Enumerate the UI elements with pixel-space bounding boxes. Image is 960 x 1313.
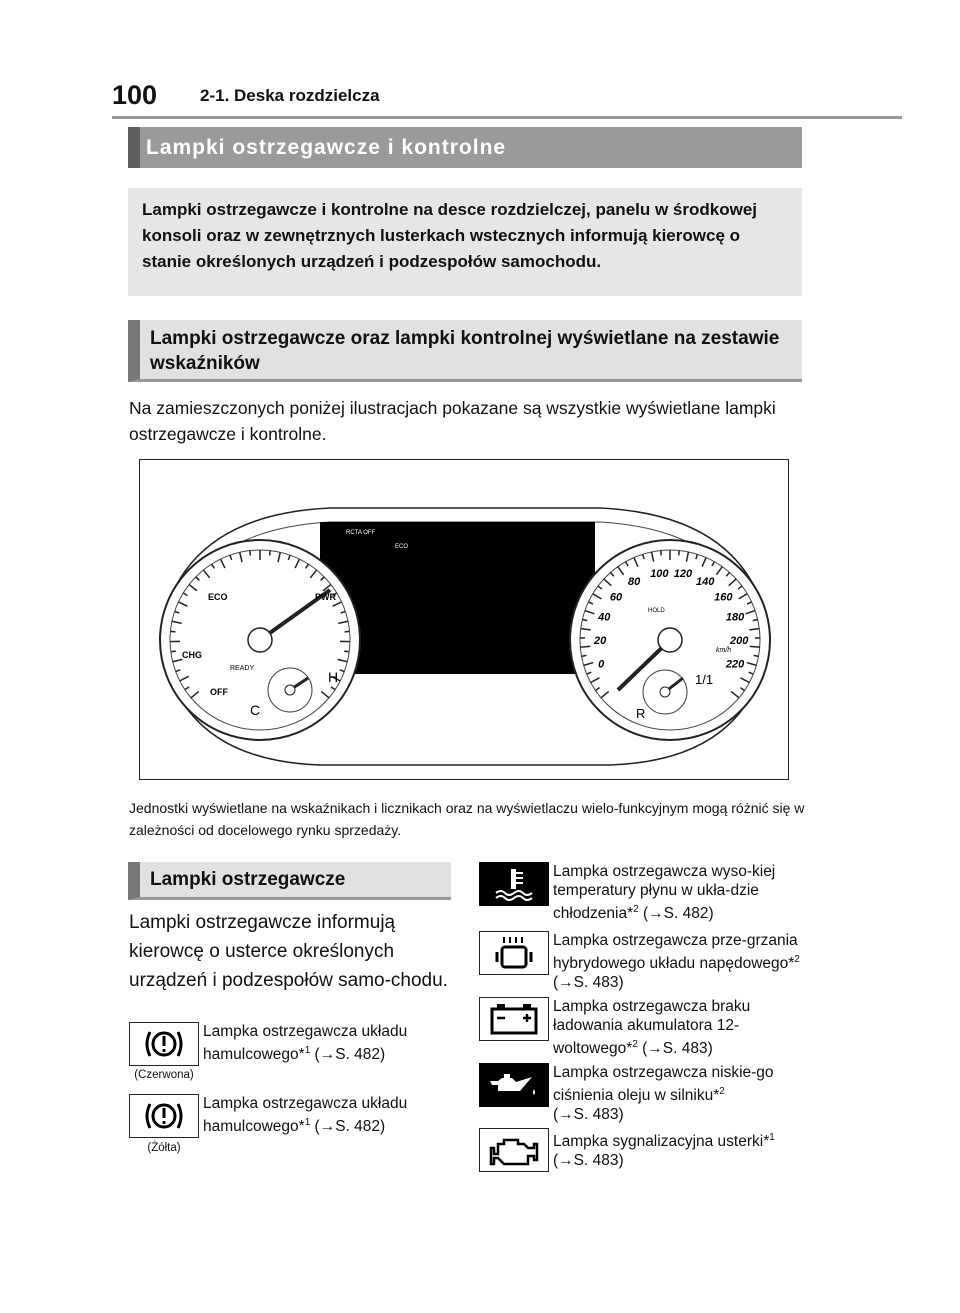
warning-lead: Lampki ostrzegawcze informują kierowcę o usterce określonych urządzeń i podzespołów samo-chodu. <box>129 912 448 991</box>
speed-tick-label: 60 <box>609 591 623 604</box>
screen-eco-label: ECO <box>395 544 409 550</box>
gauge-tick <box>661 550 662 555</box>
battery-charge-text: Lampka ostrzegawcza braku ładowania akumulatora 12-woltowego*$^2$ (→S. 483) <box>553 998 751 1058</box>
fuel-full-label: 1/1 <box>695 672 714 687</box>
figure-caption: Jednostki wyświetlane na wskaźnikach i licznikach oraz na wyświetlaczu wielo-funkcyjnym mogą różnić się w zależności od docelowego rynku sprzedaży. <box>129 800 805 838</box>
hybrid-overheat-icon <box>479 931 549 975</box>
gauge-tick <box>581 655 586 656</box>
speed-tick-label: 100 <box>650 568 669 581</box>
brake-yellow-caption: (Żółta) <box>147 1142 181 1154</box>
hybrid-overheat-text: Lampka ostrzegawcza prze-grzania hybrydowego układu napędowego*$^2$ (→S. 483) <box>553 932 800 992</box>
oil-pressure-text: Lampka ostrzegawcza niskie-go ciśnienia oleju w silniku*$^2$ (→S. 483) <box>553 1064 774 1124</box>
speed-tick-label: 40 <box>598 611 611 624</box>
pwr-label: PWR <box>315 592 336 602</box>
brake-warning-icon-red <box>129 1022 199 1066</box>
speed-tick-label: 180 <box>725 611 745 624</box>
fuel-empty-label: R <box>636 706 646 721</box>
off-label: OFF <box>210 687 228 697</box>
speed-tick-label: 220 <box>725 658 745 671</box>
gauge-tick <box>679 550 680 555</box>
check-engine-text: Lampka sygnalizacyjna usterki*$^1$ (→S. 483) <box>553 1132 775 1170</box>
speed-tick-label: 140 <box>696 576 715 589</box>
instrument-cluster-figure <box>139 459 789 780</box>
header-rule <box>112 116 902 119</box>
coolant-temp-text: Lampka ostrzegawcza wyso-kiej temperatury płynu w ukła-dzie chłodzenia*$^2$ (→S. 482) <box>553 863 776 923</box>
brake-red-caption: (Czerwona) <box>134 1069 194 1081</box>
gauge-tick <box>754 655 759 656</box>
gauge-tick <box>580 646 590 647</box>
page-number: 100 <box>112 80 158 110</box>
battery-charge-icon <box>479 997 549 1041</box>
ready-label: READY <box>230 665 255 672</box>
temp-hot-label: H <box>328 669 339 685</box>
check-engine-icon <box>479 1128 549 1172</box>
speed-tick-label: 200 <box>730 635 749 647</box>
kmh-label: km/h <box>716 647 732 654</box>
speed-tick-label: 0 <box>598 658 605 671</box>
instrument-cluster-illustration <box>140 460 789 780</box>
gauge-tick <box>250 551 251 556</box>
speed-tick-label: 160 <box>714 591 733 604</box>
chg-label: CHG <box>182 650 202 660</box>
temp-cold-label: C <box>250 702 261 718</box>
multi-info-display <box>320 522 595 674</box>
speed-tick-label: 80 <box>628 576 641 589</box>
gauge-tick <box>270 551 271 556</box>
rcta-off-label: RCTA OFF <box>346 530 376 536</box>
brake-yellow-text: Lampka ostrzegawcza układu hamulcowego*$^1$ (→S. 482) <box>203 1095 408 1136</box>
subsection-title: Lampki ostrzegawcze oraz lampki kontrolnej wyświetlane na zestawie wskaźników <box>128 320 802 382</box>
section-title: Lampki ostrzegawcze i kontrolne <box>128 127 802 168</box>
gauge-tick <box>750 646 760 647</box>
gauge-tick <box>171 651 176 652</box>
speed-tick-label: 20 <box>594 635 607 647</box>
eco-label: ECO <box>208 592 228 602</box>
brake-warning-icon-yellow <box>129 1094 199 1138</box>
brake-red-text: Lampka ostrzegawcza układu hamulcowego*$^1$ (→S. 482) <box>203 1023 408 1064</box>
body-paragraph: Na zamieszczonych poniżej ilustracjach pokazane są wszystkie wyświetlane lampki ostrzegawcze i kontrolne. <box>129 398 776 444</box>
warning-section-title: Lampki ostrzegawcze <box>128 862 451 900</box>
chapter-title: 2-1. Deska rozdzielcza <box>200 86 380 105</box>
hold-label: HOLD <box>648 608 665 614</box>
oil-pressure-icon <box>479 1063 549 1107</box>
coolant-temperature-icon <box>479 862 549 906</box>
speed-tick-label: 120 <box>673 568 693 581</box>
intro-box: Lampki ostrzegawcze i kontrolne na desce rozdzielczej, panelu w środkowej konsoli oraz w zewnętrznych lusterkach wstecznych informują kierowcę o stanie określonych urządzeń i podzespołów samochodu. <box>128 188 802 296</box>
gauge-tick <box>344 651 349 652</box>
